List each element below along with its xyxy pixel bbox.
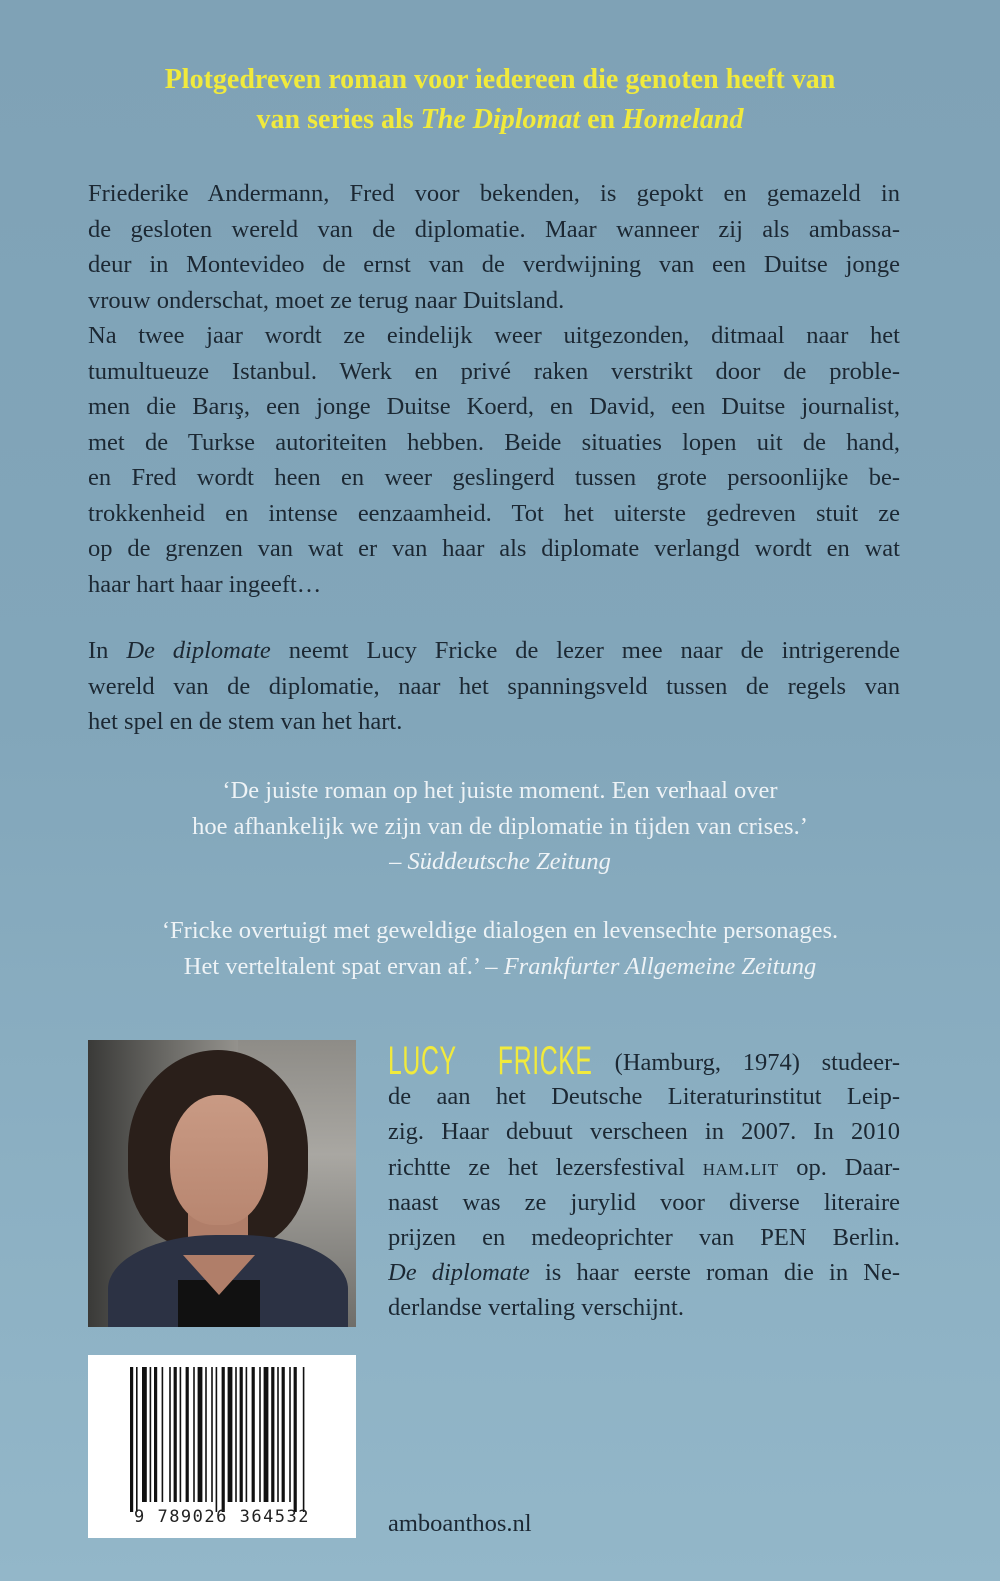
- review-quote-sueddeutsche: [60, 773, 940, 880]
- text-segment: met de Turkse autoriteiten hebben. Beide situaties lopen uit de hand,: [88, 428, 900, 456]
- text-segment: De diplomate: [388, 1259, 530, 1287]
- text-line: [388, 1044, 900, 1079]
- text-segment: Het verteltalent spat ervan af.’ –: [183, 952, 504, 980]
- isbn-barcode: [88, 1355, 356, 1538]
- text-segment: haar hart haar ingeeft…: [88, 570, 322, 598]
- text-segment: de gesloten wereld van de diplomatie. Maar wanneer zij als ambassa-: [88, 215, 900, 243]
- text-segment: van series als: [256, 104, 421, 135]
- barcode-bar: [228, 1367, 233, 1502]
- text-line: [60, 913, 940, 949]
- text-segment: The Diplomat: [420, 104, 581, 135]
- text-segment: het spel en de stem van het hart.: [88, 708, 403, 735]
- text-line: [388, 1114, 900, 1149]
- barcode-bar: [180, 1367, 182, 1502]
- text-segment: op. Daar-: [778, 1153, 900, 1181]
- author-name: LUCY FRICKE: [388, 1044, 593, 1080]
- text-line: [388, 1255, 900, 1290]
- text-segment: Homeland: [622, 104, 744, 135]
- text-segment: (Hamburg, 1974) studeer-: [593, 1049, 900, 1076]
- text-line: [388, 1220, 900, 1255]
- text-line: [60, 949, 940, 985]
- barcode-bar: [289, 1367, 291, 1502]
- text-segment: en Fred wordt heen en weer geslingerd tussen grote persoonlijke be-: [88, 464, 900, 491]
- text-segment: naast was ze jurylid voor diverse literaire: [388, 1188, 900, 1216]
- barcode-bar: [150, 1367, 152, 1502]
- barcode-bar: [282, 1367, 285, 1502]
- text-line: [88, 283, 900, 319]
- barcode-bar: [240, 1367, 243, 1502]
- text-line: [60, 100, 940, 140]
- text-line: [388, 1079, 900, 1114]
- text-segment: de aan het Deutsche Literaturinstitut Leip-: [388, 1083, 900, 1111]
- barcode-bar: [186, 1367, 189, 1502]
- barcode-bars: [130, 1367, 325, 1512]
- text-segment: is haar eerste roman die in Ne-: [529, 1259, 900, 1287]
- text-line: [88, 460, 900, 496]
- barcode-bar: [246, 1367, 248, 1502]
- barcode-bar: [235, 1367, 237, 1502]
- author-photo: [88, 1040, 356, 1327]
- text-line: [88, 389, 900, 425]
- text-segment: ‘Fricke overtuigt met geweldige dialogen en levensechte personages.: [161, 917, 839, 944]
- barcode-bar: [252, 1367, 255, 1502]
- text-line: [88, 496, 900, 532]
- text-line: [88, 669, 900, 705]
- text-segment: men die Barış, een jonge Duitse Koerd, en David, een Duitse journalist,: [88, 393, 900, 420]
- text-segment: derlandse vertaling verschijnt.: [388, 1294, 684, 1322]
- publisher-website: amboanthos.nl: [388, 1510, 532, 1537]
- text-segment: Friederike Andermann, Fred voor bekenden, is gepokt en gemazeld in: [88, 180, 900, 207]
- tagline: [60, 60, 940, 140]
- barcode-bar: [130, 1367, 133, 1512]
- text-segment: De diplomate: [126, 637, 271, 664]
- text-line: [388, 1290, 900, 1325]
- barcode-bar: [303, 1367, 305, 1512]
- text-segment: ‘De juiste roman op het juiste moment. Een verhaal over: [222, 777, 778, 804]
- barcode-bar: [154, 1367, 157, 1502]
- barcode-bar: [169, 1367, 171, 1502]
- barcode-bar: [264, 1367, 269, 1502]
- barcode-bar: [271, 1367, 274, 1502]
- barcode-bar: [198, 1367, 203, 1502]
- text-segment: Frankfurter Allgemeine Zeitung: [503, 952, 817, 980]
- text-segment: en: [580, 104, 623, 135]
- text-segment: deur in Montevideo de ernst van de verdwijning van een Duitse jonge: [88, 251, 900, 278]
- review-quote-faz: [60, 913, 940, 984]
- text-line: [88, 212, 900, 248]
- barcode-bar: [259, 1367, 261, 1502]
- text-segment: Na twee jaar wordt ze eindelijk weer uitgezonden, ditmaal naar het: [88, 322, 900, 349]
- text-line: [60, 773, 940, 809]
- text-segment: tumultueuze Istanbul. Werk en privé raken verstrikt door de proble-: [88, 357, 900, 385]
- barcode-bar: [193, 1367, 195, 1502]
- text-line: [88, 531, 900, 567]
- text-segment: prijzen en medeoprichter van PEN Berlin.: [388, 1223, 900, 1251]
- text-segment: – Süddeutsche Zeitung: [389, 848, 611, 875]
- text-segment: op de grenzen van wat er van haar als diplomate verlangd wordt en wat: [88, 535, 900, 562]
- text-line: [60, 60, 940, 100]
- barcode-bar: [222, 1367, 225, 1512]
- barcode-bar: [294, 1367, 297, 1512]
- text-segment: ham.lit: [702, 1153, 779, 1181]
- barcode-bar: [216, 1367, 218, 1512]
- text-line: [88, 704, 900, 740]
- barcode-bar: [142, 1367, 147, 1502]
- text-line: [388, 1185, 900, 1220]
- text-line: [88, 425, 900, 461]
- text-line: [388, 1150, 900, 1185]
- synopsis-paragraph: [88, 176, 900, 602]
- text-segment: Plotgedreven roman voor iedereen die genoten heeft van: [164, 64, 836, 95]
- text-segment: In: [88, 637, 127, 664]
- text-line: [88, 354, 900, 390]
- text-segment: wereld van de diplomatie, naar het spanningsveld tussen de regels van: [88, 672, 900, 700]
- summary-paragraph: [88, 633, 900, 740]
- author-bio: [388, 1044, 900, 1326]
- text-line: [60, 844, 940, 880]
- barcode-bar: [162, 1367, 164, 1502]
- barcode-bar: [211, 1367, 213, 1502]
- text-segment: trokkenheid en intense eenzaamheid. Tot het uiterste gedreven stuit ze: [88, 499, 900, 527]
- text-segment: hoe afhankelijk we zijn van de diplomatie in tijden van crises.’: [192, 812, 808, 840]
- text-segment: neemt Lucy Fricke de lezer mee naar de intrigerende: [270, 637, 900, 664]
- text-segment: zig. Haar debuut verscheen in 2007. In 2010: [388, 1118, 900, 1146]
- text-line: [60, 809, 940, 845]
- text-line: [88, 176, 900, 212]
- text-segment: richtte ze het lezersfestival: [388, 1153, 703, 1181]
- text-line: [88, 633, 900, 669]
- barcode-bar: [205, 1367, 207, 1502]
- text-line: [88, 318, 900, 354]
- text-line: [88, 247, 900, 283]
- text-segment: vrouw onderschat, moet ze terug naar Duitsland.: [88, 286, 565, 314]
- text-line: [88, 567, 900, 603]
- barcode-bar: [277, 1367, 279, 1502]
- isbn-number: 9 789026 364532: [133, 1507, 311, 1527]
- barcode-bar: [174, 1367, 177, 1502]
- barcode-bar: [136, 1367, 138, 1512]
